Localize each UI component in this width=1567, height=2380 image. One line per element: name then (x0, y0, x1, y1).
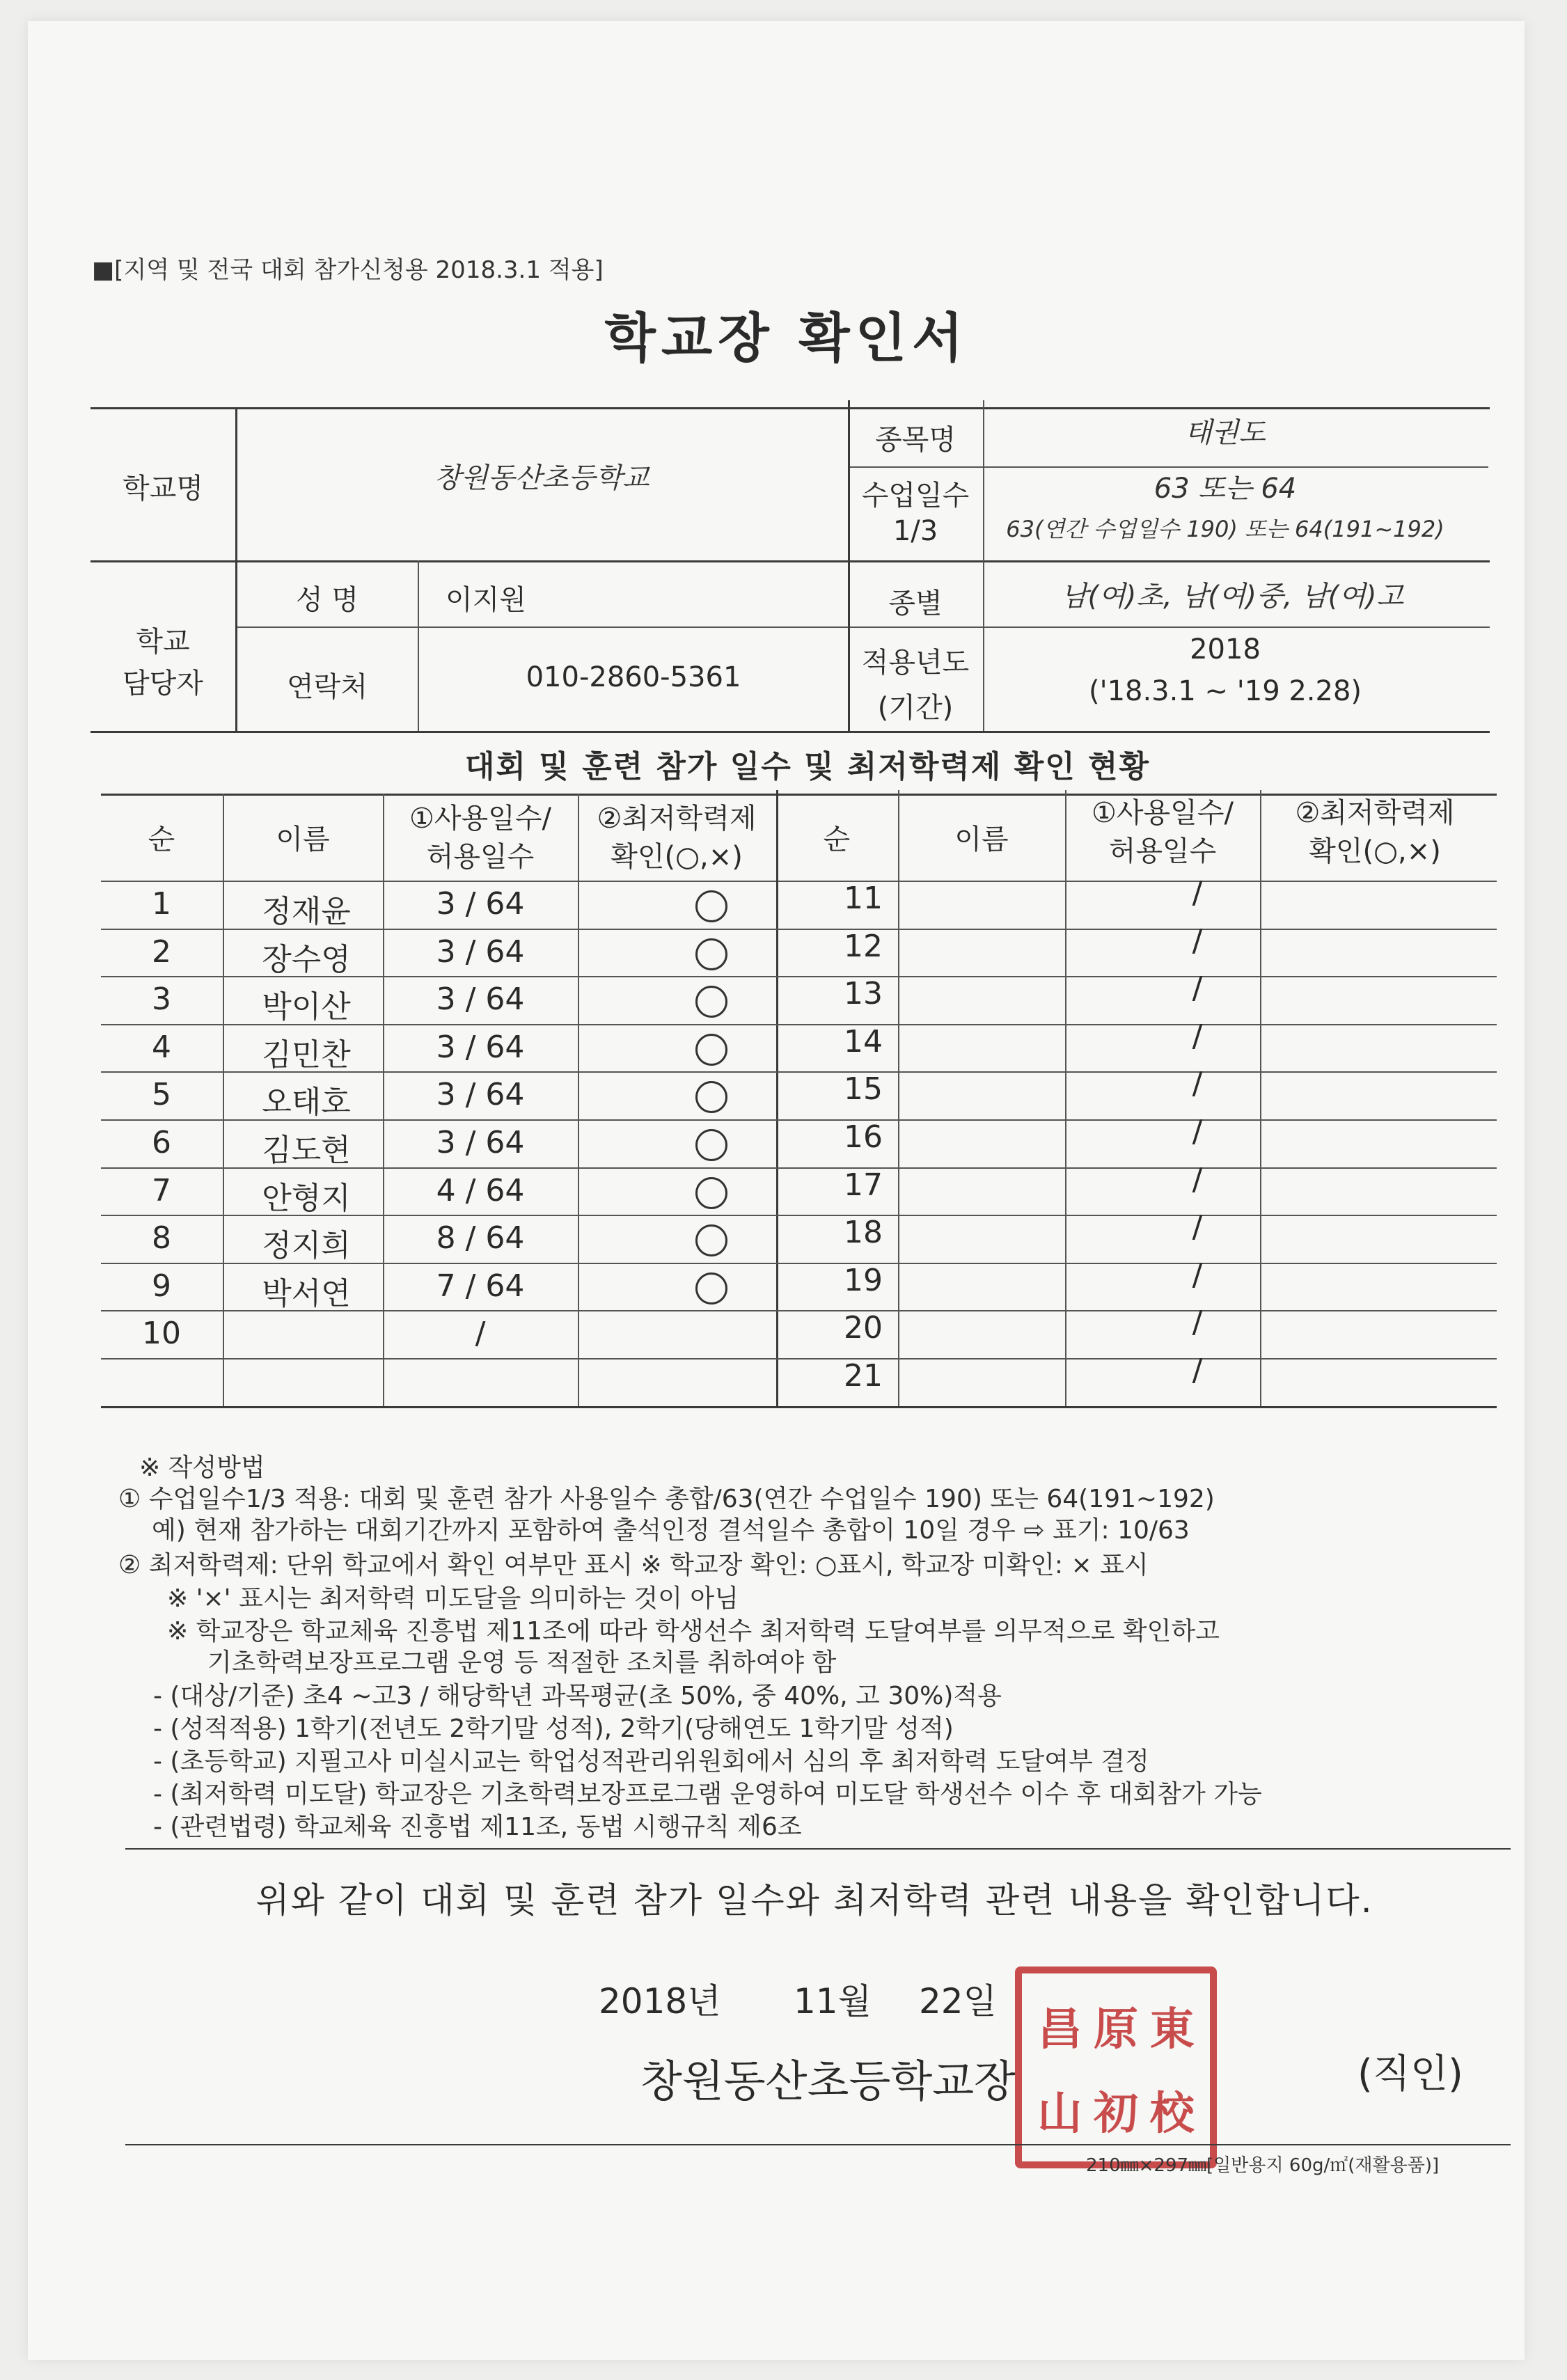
days-used: / (1192, 1114, 1203, 1149)
division-value: 남(여)초, 남(여)중, 남(여)고 (1060, 581, 1404, 613)
contact-label-1: 학교 (136, 626, 190, 658)
days-used: / (1192, 1353, 1203, 1388)
days-used: 3 / 64 (436, 933, 525, 970)
division-label: 종별 (888, 588, 943, 620)
days-used: / (1192, 922, 1203, 959)
days-used: / (1192, 1209, 1203, 1245)
paper-spec: 210㎜×297㎜[일반용지 60g/㎡(재활용품)] (1086, 2155, 1440, 2176)
seal-char: 校 (1149, 2087, 1195, 2140)
year-label-2: (기간) (877, 692, 954, 724)
student-name: 안형지 (262, 1180, 351, 1216)
name-label: 성 명 (296, 584, 359, 616)
seal-label: (직인) (1357, 2051, 1463, 2097)
student-name: 장수영 (262, 941, 351, 977)
student-name: 정지희 (262, 1228, 351, 1264)
row-number: 20 (844, 1310, 883, 1346)
days-used: 3 / 64 (436, 1029, 525, 1065)
row-number: 4 (152, 1029, 171, 1065)
days-used: / (1192, 875, 1203, 911)
row-number: 11 (844, 881, 883, 916)
date-year: 2018년 (599, 1981, 721, 2022)
days-value-2: 63(연간 수업일수 190) 또는 64(191~192) (1006, 516, 1444, 542)
row-number: 19 (844, 1262, 883, 1298)
row-number: 7 (152, 1172, 171, 1208)
confirm-circle-mark (695, 986, 727, 1018)
student-name: 오태호 (262, 1085, 351, 1121)
col-header-name-right: 이름 (954, 823, 1009, 856)
col-header-days-1: ①사용일수/ (409, 803, 551, 835)
col-header-days-1-right: ①사용일수/ (1092, 797, 1234, 829)
confirm-circle-mark (695, 1129, 727, 1161)
document-page (28, 21, 1525, 2360)
row-number: 1 (152, 886, 171, 922)
col-header-days-2: 허용일수 (426, 841, 535, 873)
col-header-cert-1: ②최저학력제 (597, 803, 757, 835)
seal-char: 東 (1149, 2003, 1195, 2056)
row-number: 13 (844, 976, 883, 1012)
row-number: 18 (844, 1215, 883, 1251)
row-number: 5 (152, 1077, 171, 1113)
days-used: 3 / 64 (436, 982, 525, 1018)
row-number: 2 (152, 933, 171, 970)
row-number: 15 (844, 1071, 883, 1108)
note-2: ② 최저학력제: 단위 학교에서 확인 여부만 표시 ※ 학교장 확인: ○표시, 학교장 미확인: × 표시 (118, 1551, 1149, 1579)
confirm-circle-mark (695, 1272, 727, 1305)
note-bullet-4: - (최저학력 미도달) 학교장은 기초학력보장프로그램 운영하여 미도달 학생선수 이수 후 대회참가 가능 (153, 1780, 1262, 1808)
note-bullet-2: - (성적적용) 1학기(전년도 2학기말 성적), 2학기(당해연도 1학기말 성적) (153, 1715, 954, 1743)
note-bullet-5: - (관련법령) 학교체육 진흥법 제11조, 동법 시행규칙 제6조 (153, 1813, 802, 1841)
year-value-1: 2018 (1190, 633, 1261, 665)
days-label-2: 1/3 (892, 515, 938, 547)
row-number: 10 (142, 1316, 181, 1352)
days-used: / (1192, 1161, 1203, 1197)
days-used: / (475, 1316, 486, 1352)
days-used: 8 / 64 (436, 1220, 525, 1256)
note-2-sub-1: ※ '×' 표시는 최저학력 미도달을 의미하는 것이 아님 (167, 1584, 739, 1613)
school-value: 창원동산초등학교 (434, 462, 649, 494)
col-header-no: 순 (148, 823, 175, 856)
year-value-2: ('18.3.1 ~ '19 2.28) (1088, 675, 1362, 707)
col-header-no-right: 순 (823, 823, 851, 856)
contact-label-2: 담당자 (123, 668, 203, 700)
seal-char: 原 (1093, 2003, 1138, 2056)
days-used: 3 / 64 (436, 1077, 525, 1113)
col-header-cert-2-right: 확인(○,×) (1309, 835, 1441, 867)
row-number: 14 (844, 1023, 883, 1059)
note-heading: ※ 작성방법 (139, 1453, 265, 1482)
days-used: 4 / 64 (436, 1172, 525, 1208)
student-name: 정재윤 (262, 894, 351, 929)
confirm-circle-mark (695, 938, 727, 970)
confirm-circle-mark (695, 890, 727, 922)
student-name: 박이산 (262, 989, 351, 1025)
row-number: 17 (844, 1167, 883, 1203)
year-label-1: 적용년도 (861, 647, 970, 679)
confirm-circle-mark (695, 1177, 727, 1209)
col-header-cert-1-right: ②최저학력제 (1295, 797, 1455, 829)
days-value-1: 63 또는 64 (1153, 473, 1297, 505)
row-divider (101, 1358, 1497, 1360)
school-label: 학교명 (123, 473, 203, 505)
school-signature: 창원동산초등학교장 (640, 2056, 1016, 2106)
col-header-cert-2: 확인(○,×) (611, 841, 743, 873)
phone-label: 연락처 (287, 671, 368, 703)
days-used: / (1192, 1018, 1203, 1054)
document-title: 학교장 확인서 (604, 307, 969, 369)
note-bullet-3: - (초등학교) 지필고사 미실시교는 학업성적관리위원회에서 심의 후 최저학력 도달여부 결정 (153, 1747, 1149, 1776)
days-used: / (1192, 1256, 1203, 1293)
section-title: 대회 및 훈련 참가 일수 및 최저학력제 확인 현황 (464, 749, 1151, 785)
seal-char: 山 (1037, 2087, 1082, 2140)
col-header-days-2-right: 허용일수 (1108, 835, 1217, 867)
note-1-example: 예) 현재 참가하는 대회기간까지 포함하여 출석인정 결석일수 총합이 10일 경우 ⇨ 표기: 10/63 (152, 1516, 1190, 1545)
name-value: 이지원 (446, 584, 526, 616)
row-number: 12 (844, 928, 883, 964)
days-used: / (1192, 1305, 1203, 1341)
days-used: 3 / 64 (436, 1125, 525, 1160)
row-number: 3 (152, 982, 171, 1018)
confirm-circle-mark (695, 1224, 727, 1256)
confirm-statement: 위와 같이 대회 및 훈련 참가 일수와 최저학력 관련 내용을 확인합니다. (255, 1880, 1373, 1921)
official-seal (1015, 1967, 1217, 2168)
row-number: 21 (844, 1358, 883, 1394)
form-tag: ■[지역 및 전국 대회 참가신청용 2018.3.1 적용] (92, 256, 604, 284)
event-label: 종목명 (875, 424, 956, 456)
row-number: 9 (152, 1268, 171, 1304)
date-day: 22일 (919, 1981, 997, 2022)
note-1: ① 수업일수1/3 적용: 대회 및 훈련 참가 사용일수 총합/63(연간 수업일수 190) 또는 64(191~192) (118, 1485, 1215, 1513)
days-label-1: 수업일수 (861, 480, 970, 512)
notes-divider (125, 1848, 1511, 1850)
row-number: 8 (152, 1220, 171, 1256)
confirm-circle-mark (695, 1034, 727, 1066)
footer-divider (125, 2144, 1511, 2145)
note-2-sub-2: ※ 학교장은 학교체육 진흥법 제11조에 따라 학생선수 최저학력 도달여부를 의무적으로 확인하고 (167, 1617, 1220, 1646)
student-name: 박서연 (262, 1275, 351, 1311)
note-2-sub-3: 기초학력보장프로그램 운영 등 적절한 조치를 취하여야 함 (207, 1648, 837, 1677)
days-used: 3 / 64 (436, 886, 525, 922)
days-used: 7 / 64 (436, 1268, 525, 1304)
date-month: 11월 (794, 1981, 872, 2022)
seal-char: 昌 (1037, 2003, 1082, 2056)
row-number: 6 (152, 1125, 171, 1160)
row-number: 16 (844, 1119, 883, 1155)
event-value: 태권도 (1185, 417, 1266, 449)
phone-value: 010-2860-5361 (526, 661, 741, 693)
confirm-circle-mark (695, 1081, 727, 1113)
student-name: 김도현 (262, 1133, 351, 1168)
days-used: / (1192, 970, 1203, 1007)
days-used: / (1192, 1066, 1203, 1102)
student-name: 김민찬 (262, 1037, 351, 1073)
note-bullet-1: - (대상/기준) 초4 ~고3 / 해당학년 과목평균(초 50%, 중 40%, 고 30%)적용 (153, 1682, 1002, 1710)
seal-char: 初 (1093, 2087, 1138, 2140)
col-header-name: 이름 (276, 823, 330, 856)
